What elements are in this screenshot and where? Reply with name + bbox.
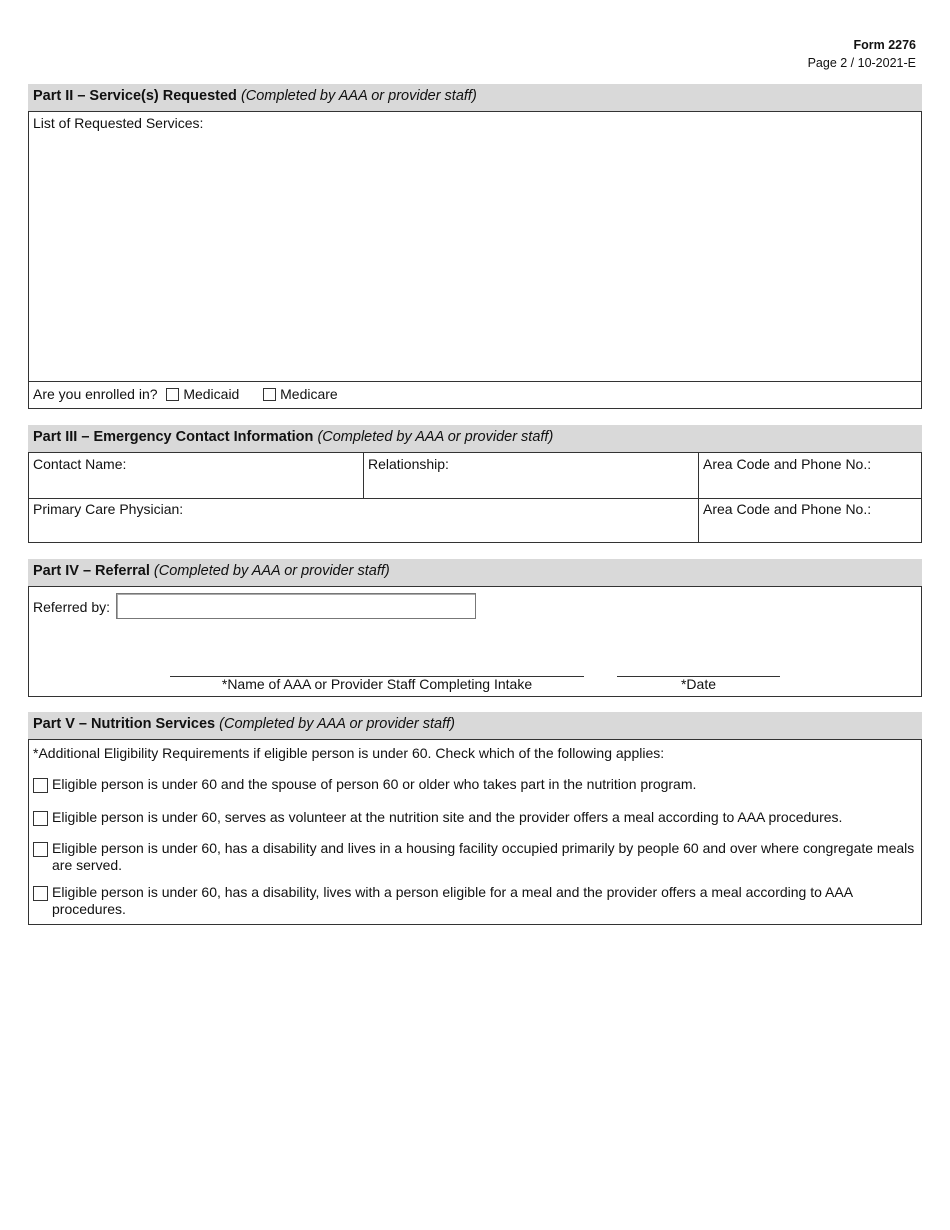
part4-subtitle: (Completed by AAA or provider staff) [153,563,390,579]
part4-box [28,586,922,697]
services-label: List of Requested Services: [33,115,204,131]
part2-subtitle: (Completed by AAA or provider staff) [240,88,477,104]
nutrition-option-label-4: Eligible person is under 60, has a disability, lives with a person eligible for a meal and the provider offers a meal according to AAA procedures. [52,884,853,917]
relationship-field[interactable] [364,453,698,498]
physician-phone-label: Area Code and Phone No.: [703,501,872,517]
nutrition-option-checkbox-1[interactable] [33,778,48,793]
enrollment-row [33,386,338,402]
part3-box [28,452,922,543]
contact-name-field[interactable] [29,453,363,498]
physician-field[interactable] [29,499,698,542]
nutrition-option [33,884,918,918]
referred-by-input[interactable] [116,593,476,619]
medicare-label: Medicare [280,386,338,402]
part3-header [28,425,922,452]
form-number: Form 2276 [853,38,916,52]
nutrition-option-label-3: Eligible person is under 60, has a disability and lives in a housing facility occupied primarily by people 60 and over where congregate meals are served. [52,840,915,873]
medicare-checkbox[interactable] [263,388,276,401]
nutrition-option-checkbox-3[interactable] [33,842,48,857]
enrolled-label: Are you enrolled in? [33,386,158,402]
nutrition-intro: *Additional Eligibility Requirements if eligible person is under 60. Check which of the following applies: [33,745,665,761]
nutrition-option-label-2: Eligible person is under 60, serves as volunteer at the nutrition site and the provider offers a meal according to AAA procedures. [52,809,843,825]
medicaid-checkbox[interactable] [166,388,179,401]
part5-header [28,712,922,739]
nutrition-option [33,809,918,826]
nutrition-option-checkbox-2[interactable] [33,811,48,826]
part5-subtitle: (Completed by AAA or provider staff) [219,716,456,732]
physician-label: Primary Care Physician: [33,501,184,517]
part2-divider [29,381,921,382]
part2-title: Part II – Service(s) Requested [33,88,237,104]
part2-header [28,84,922,111]
contact-phone-field[interactable] [699,453,921,498]
medicaid-label: Medicaid [183,386,240,402]
services-field[interactable] [29,112,921,381]
nutrition-option-checkbox-4[interactable] [33,886,48,901]
relationship-label: Relationship: [368,456,449,472]
staff-name-caption: *Name of AAA or Provider Staff Completing Intake [221,676,533,692]
page-info: Page 2 / 10-2021-E [807,56,916,70]
part4-header [28,559,922,586]
part5-title: Part V – Nutrition Services [33,716,216,732]
nutrition-option-label-1: Eligible person is under 60 and the spouse of person 60 or older who takes part in the nutrition program. [52,776,697,792]
part3-title: Part III – Emergency Contact Information [33,429,314,445]
referred-by-label: Referred by: [33,599,111,615]
part3-subtitle: (Completed by AAA or provider staff) [317,429,554,445]
nutrition-option [33,840,918,874]
physician-phone-field[interactable] [699,499,921,542]
part4-title: Part IV – Referral [33,563,150,579]
date-caption: *Date [680,676,717,692]
part2-box [28,111,922,409]
nutrition-option [33,776,918,793]
contact-phone-label: Area Code and Phone No.: [703,456,872,472]
contact-name-label: Contact Name: [33,456,127,472]
